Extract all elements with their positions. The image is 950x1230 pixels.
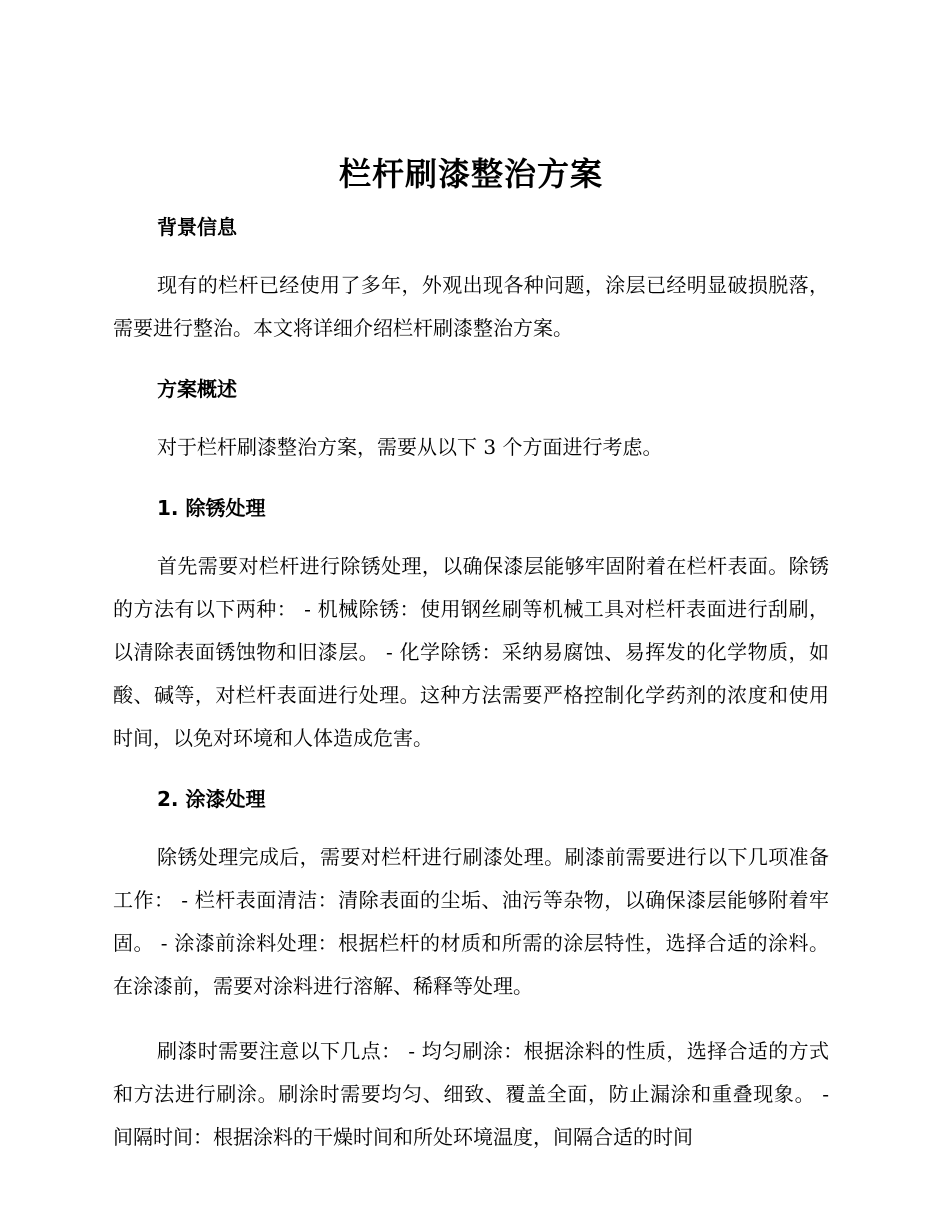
paragraph-overview: 对于栏杆刷漆整治方案，需要从以下 3 个方面进行考虑。 (157, 435, 663, 459)
section-heading-rust-removal: 1. 除锈处理 (157, 496, 266, 520)
paragraph-rust-removal: 首先需要对栏杆进行除锈处理，以确保漆层能够牢固附着在栏杆表面。除锈的方法有以下两种： - 机械除锈：使用钢丝刷等机械工具对栏杆表面进行刮刷，以清除表面锈蚀物和旧漆层。 - 化学除锈：采纳易腐蚀、易挥发的化学物质，如酸、碱等，对栏杆表面进行处理。这种方法需要严格控制化学药剂的浓度和使用时间，以免对环境和人体造成危害。 (113, 554, 829, 750)
paragraph-background: 现有的栏杆已经使用了多年，外观出现各种问题，涂层已经明显破损脱落，需要进行整治。本文将详细介绍栏杆刷漆整治方案。 (113, 273, 829, 340)
section-heading-overview: 方案概述 (157, 377, 237, 401)
document-title: 栏杆刷漆整治方案 (338, 155, 603, 193)
document-body (113, 150, 829, 1181)
section-heading-painting: 2. 涂漆处理 (157, 787, 266, 811)
paragraph-painting-preparation: 除锈处理完成后，需要对栏杆进行刷漆处理。刷漆前需要进行以下几项准备工作： - 栏杆表面清洁：清除表面的尘垢、油污等杂物，以确保漆层能够附着牢固。 - 涂漆前涂料处理：根据栏杆的材质和所需的涂层特性，选择合适的涂料。在涂漆前，需要对涂料进行溶解、稀释等处理。 (113, 845, 829, 998)
section-heading-background: 背景信息 (157, 215, 237, 239)
paragraph-painting-notes: 刷漆时需要注意以下几点： - 均匀刷涂：根据涂料的性质，选择合适的方式和方法进行刷涂。刷涂时需要均匀、细致、覆盖全面，防止漏涂和重叠现象。 - 间隔时间：根据涂料的干燥时间和所处环境温度，间隔合适的时间 (113, 1039, 829, 1149)
